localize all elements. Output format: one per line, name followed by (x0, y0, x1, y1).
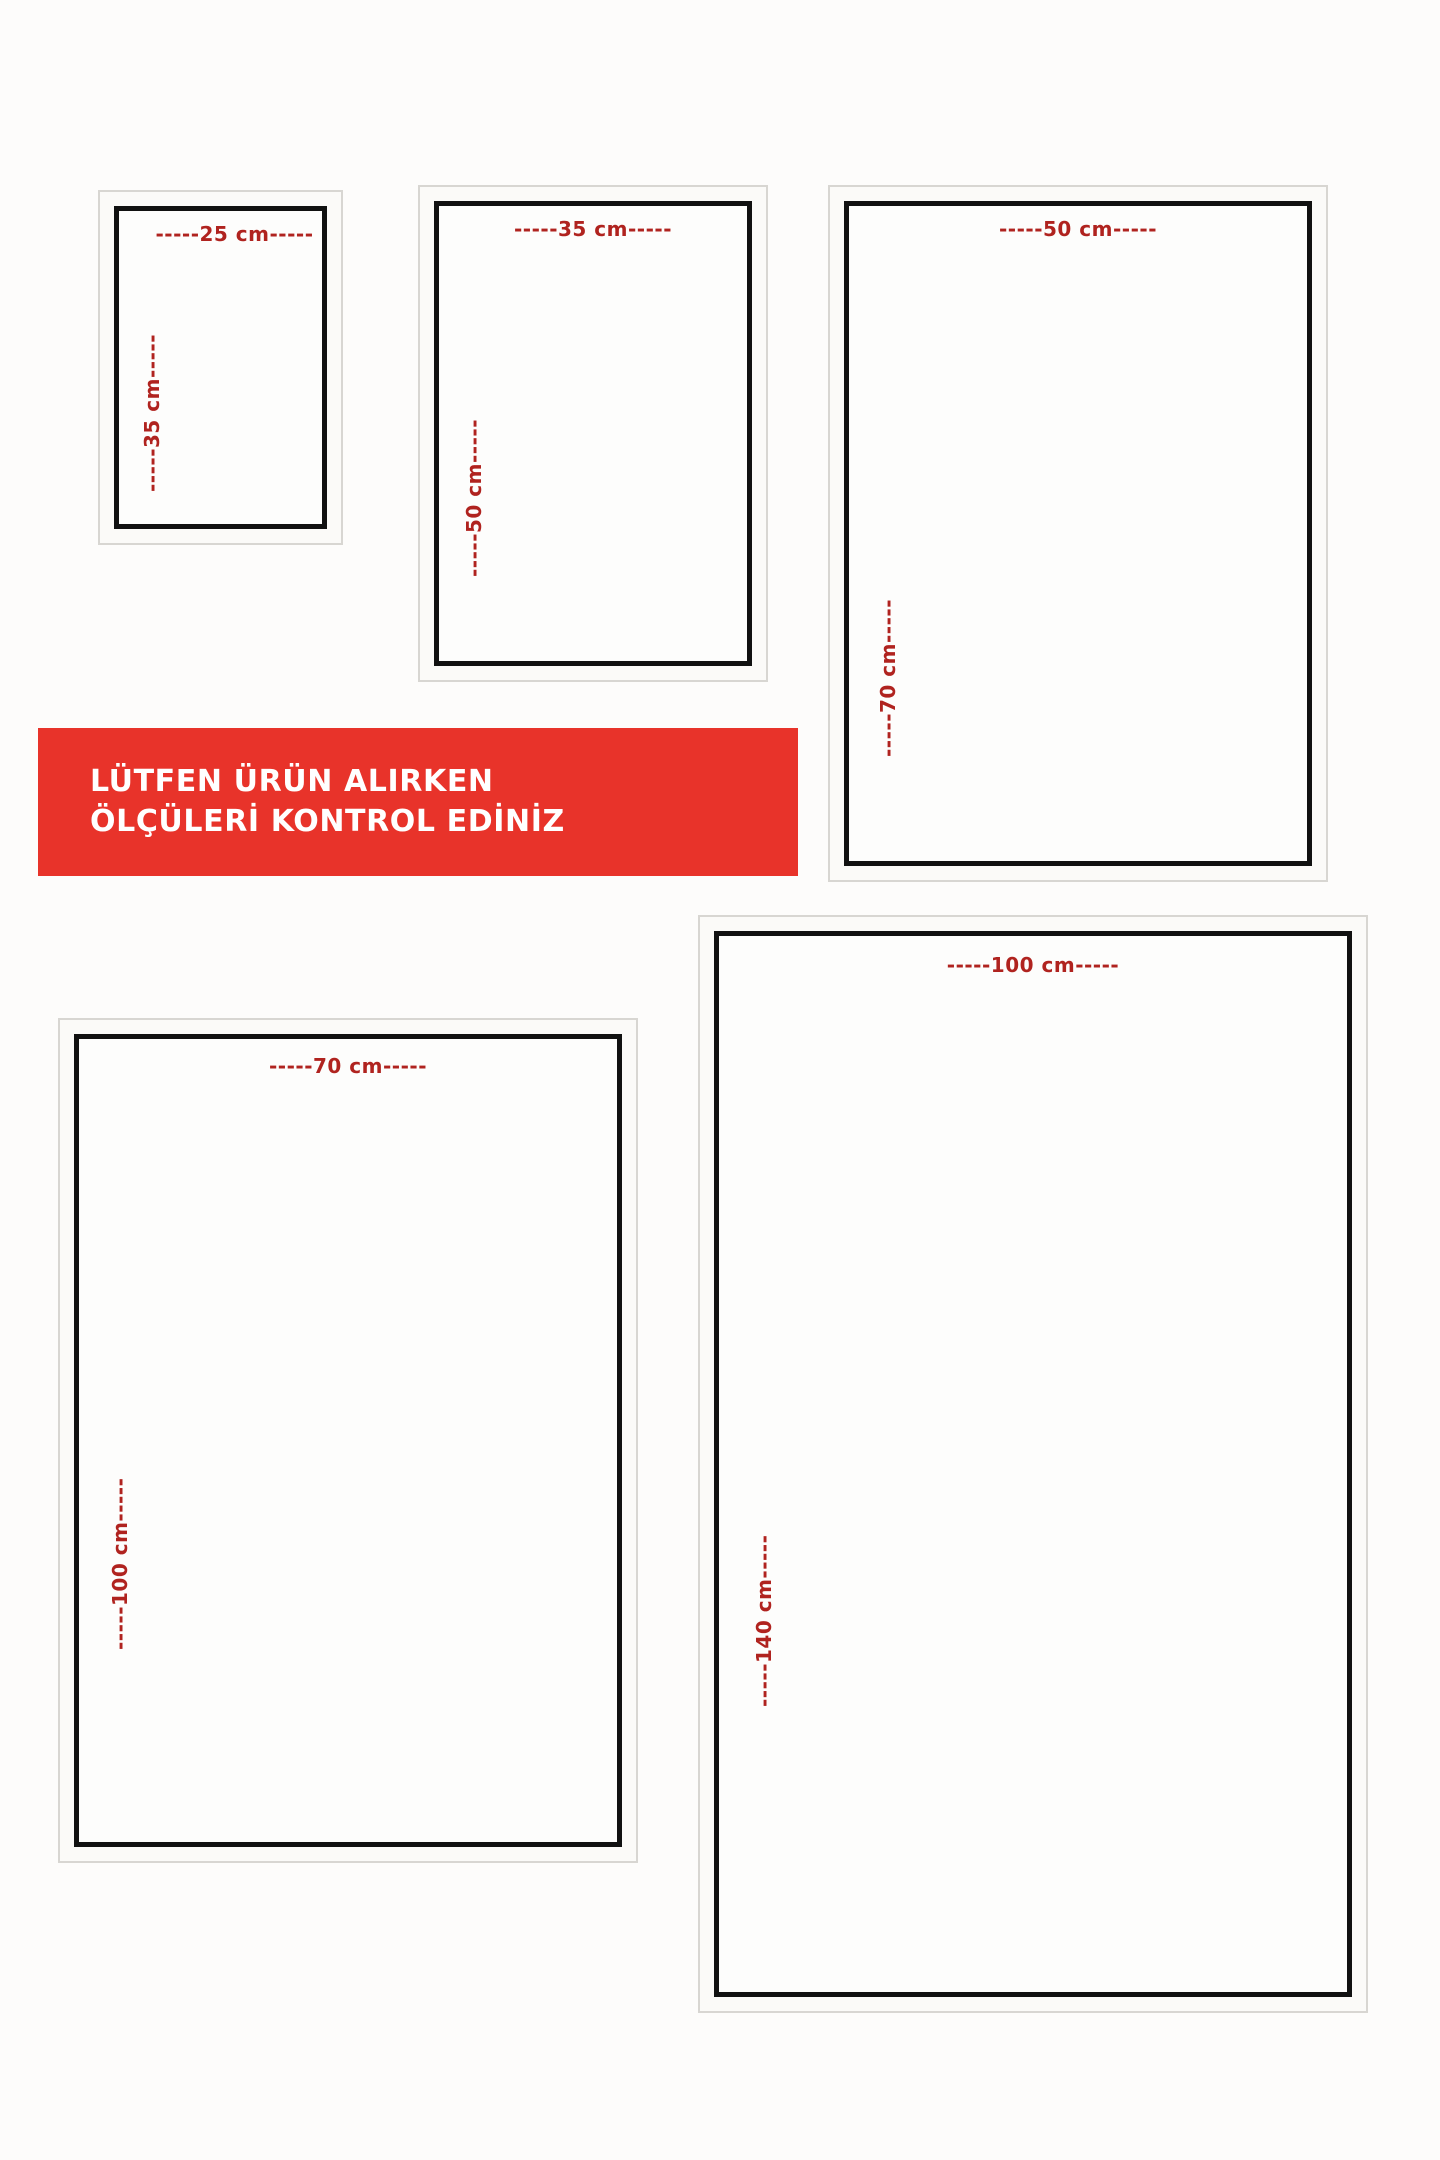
warning-line-1: LÜTFEN ÜRÜN ALIRKEN (90, 764, 494, 800)
size-frame-35x50 (418, 185, 768, 682)
height-label-50x70: -----70 cm----- (876, 599, 900, 757)
size-frame-100x140 (698, 915, 1368, 2013)
size-frame-inner (844, 201, 1312, 866)
width-label-50x70: -----50 cm----- (999, 217, 1157, 241)
size-frame-50x70 (828, 185, 1328, 882)
height-label-35x50: -----50 cm----- (462, 419, 486, 577)
warning-line-2: ÖLÇÜLERİ KONTROL EDİNİZ (90, 804, 565, 839)
height-label-100x140: -----140 cm----- (752, 1534, 776, 1707)
warning-banner (38, 728, 798, 876)
height-label-25x35: -----35 cm----- (140, 334, 164, 492)
size-frame-25x35 (98, 190, 343, 545)
size-frame-70x100 (58, 1018, 638, 1863)
width-label-100x140: -----100 cm----- (946, 953, 1120, 977)
size-frame-inner (714, 931, 1352, 1997)
height-label-70x100: -----100 cm----- (108, 1477, 132, 1650)
width-label-35x50: -----35 cm----- (514, 217, 672, 241)
width-label-25x35: -----25 cm----- (155, 222, 314, 246)
size-frame-inner (74, 1034, 622, 1847)
width-label-70x100: -----70 cm----- (269, 1054, 427, 1078)
